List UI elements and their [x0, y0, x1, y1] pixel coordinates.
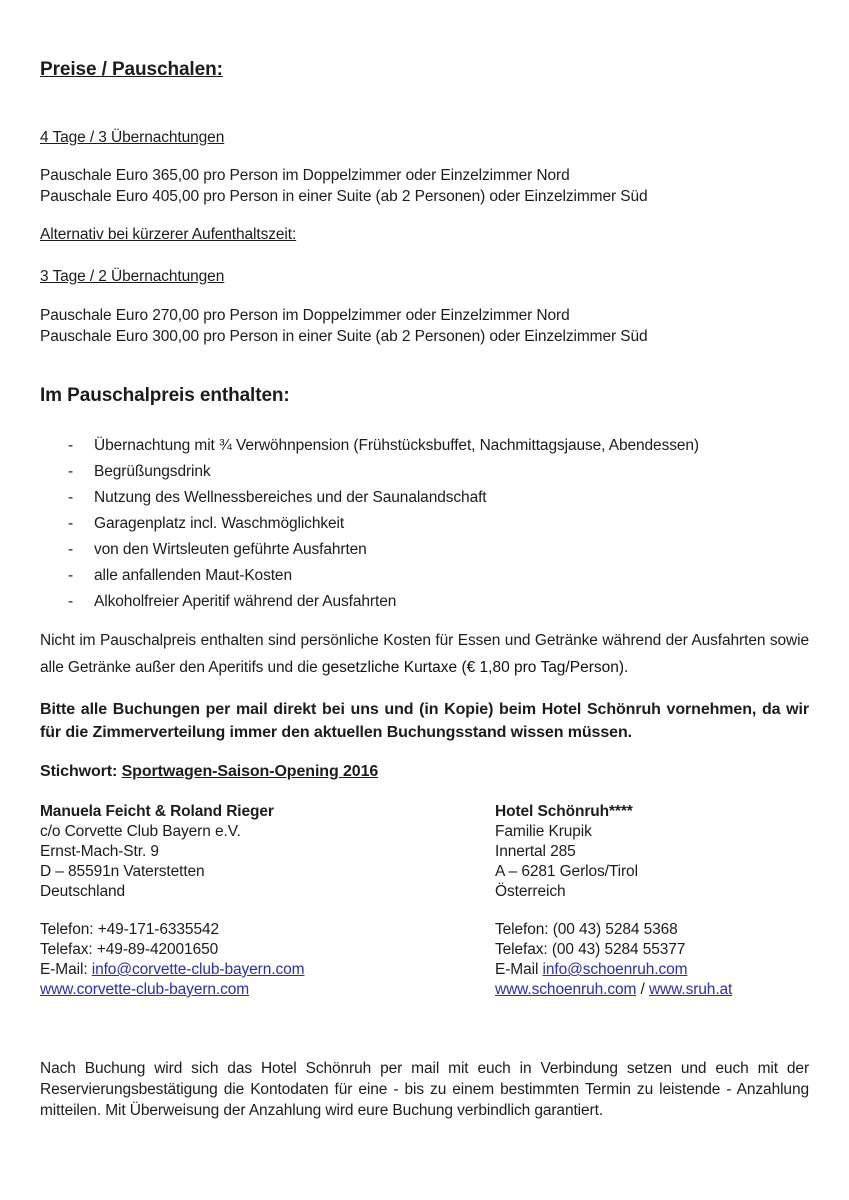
- not-included-text: Nicht im Pauschalpreis enthalten sind persönliche Kosten für Essen und Getränke während der Ausfahrten sowie alle Getränke außer den Aperitifs und die: [40, 632, 809, 676]
- kurtaxe-text: gesetzliche Kurtaxe (€ 1,80 pro Tag/Person).: [321, 659, 629, 676]
- organizer-phone-group: [40, 920, 495, 1000]
- email-label: E-Mail: [495, 961, 543, 978]
- page-title: Preise / Pauschalen:: [40, 59, 223, 80]
- option2-heading: 3 Tage / 2 Übernachtungen: [40, 268, 225, 285]
- included-item-wellness: Nutzung des Wellnessbereiches und der Saunalandschaft: [94, 489, 487, 506]
- hotel-email-link[interactable]: info@schoenruh.com: [542, 961, 688, 978]
- hotel-name: Hotel Schönruh****: [495, 803, 633, 820]
- keyword-label: Stichwort:: [40, 763, 122, 780]
- included-item-begruessungsdrink: Begrüßungsdrink: [94, 463, 211, 480]
- list-item: [68, 565, 809, 586]
- contact-hotel: [495, 802, 809, 1000]
- bullet-dash: -: [68, 593, 74, 610]
- list-item: [68, 513, 809, 534]
- included-item-ausfahrten: von den Wirtsleuten geführte Ausfahrten: [94, 541, 367, 558]
- list-item: [68, 539, 809, 560]
- hotel-address-line: Innertal 285: [495, 843, 576, 860]
- not-included-paragraph: [40, 627, 809, 681]
- included-item-aperitif: Alkoholfreier Aperitif während der Ausfahrten: [94, 593, 397, 610]
- list-item: [68, 461, 809, 482]
- email-label: E-Mail:: [40, 961, 92, 978]
- option2-line-suite: Pauschale Euro 300,00 pro Person in einer Suite (ab 2 Personen) oder Einzelzimmer Süd: [40, 328, 648, 345]
- keyword-line: [40, 761, 809, 782]
- organizer-fax: Telefax: +49-89-42001650: [40, 941, 219, 958]
- organizer-name: Manuela Feicht & Roland Rieger: [40, 803, 274, 820]
- list-item: [68, 487, 809, 508]
- hotel-address-line: A – 6281 Gerlos/Tirol: [495, 863, 638, 880]
- list-item: [68, 435, 809, 456]
- organizer-website-line: [40, 980, 495, 1000]
- organizer-address-line: c/o Corvette Club Bayern e.V.: [40, 823, 241, 840]
- hotel-website-line: [495, 980, 809, 1000]
- organizer-email-link[interactable]: info@corvette-club-bayern.com: [91, 961, 305, 978]
- option1-line-doppelzimmer: Pauschale Euro 365,00 pro Person im Doppelzimmer oder Einzelzimmer Nord: [40, 167, 570, 184]
- contact-organizer: [40, 802, 495, 1000]
- contact-block: [40, 802, 809, 1000]
- bullet-dash: -: [68, 489, 74, 506]
- option1-lines: [40, 165, 809, 207]
- organizer-address-line: D – 85591n Vaterstetten: [40, 863, 205, 880]
- included-list: [68, 435, 809, 612]
- option1-line-suite: Pauschale Euro 405,00 pro Person in einer Suite (ab 2 Personen) oder Einzelzimmer Süd: [40, 188, 648, 205]
- organizer-email-line: [40, 960, 495, 980]
- keyword-value: Sportwagen-Saison-Opening 2016: [121, 763, 379, 780]
- website-separator: /: [636, 981, 649, 998]
- option1-heading: 4 Tage / 3 Übernachtungen: [40, 129, 225, 146]
- hotel-website-link-schoenruh[interactable]: www.schoenruh.com: [495, 981, 637, 998]
- alternative-heading: Alternativ bei kürzerer Aufenthaltszeit:: [40, 226, 297, 243]
- hotel-fax: Telefax: (00 43) 5284 55377: [495, 941, 686, 958]
- organizer-address-line: Deutschland: [40, 883, 126, 900]
- included-section-title: Im Pauschalpreis enthalten:: [40, 385, 290, 406]
- organizer-website-link[interactable]: www.corvette-club-bayern.com: [40, 981, 250, 998]
- included-item-garagenplatz: Garagenplatz incl. Waschmöglichkeit: [94, 515, 345, 532]
- booking-confirmation-paragraph: Nach Buchung wird sich das Hotel Schönruh per mail mit euch in Verbindung setzen und euch mit der Reservierungsbestätigung die Kontodaten für eine - bis zu einem bestimmten Termin zu leistende - Anzahlung mitteilen. Mit Überweisung der Anzahlung wird eure Buchung verbindlich garantiert.: [40, 1060, 809, 1119]
- included-item-maut: alle anfallenden Maut-Kosten: [94, 567, 292, 584]
- bullet-dash: -: [68, 515, 74, 532]
- organizer-address-line: Ernst-Mach-Str. 9: [40, 843, 159, 860]
- bullet-dash: -: [68, 463, 74, 480]
- hotel-address-line: Österreich: [495, 883, 566, 900]
- hotel-website-link-sruh[interactable]: www.sruh.at: [648, 981, 733, 998]
- bullet-dash: -: [68, 567, 74, 584]
- option2-lines: [40, 305, 809, 347]
- hotel-email-line: [495, 960, 809, 980]
- option2-line-doppelzimmer: Pauschale Euro 270,00 pro Person im Doppelzimmer oder Einzelzimmer Nord: [40, 307, 570, 324]
- included-item-verwoehnpension: Übernachtung mit ¾ Verwöhnpension (Frühstücksbuffet, Nachmittagsjause, Abendessen): [94, 437, 699, 454]
- hotel-phone: Telefon: (00 43) 5284 5368: [495, 921, 678, 938]
- hotel-address-line: Familie Krupik: [495, 823, 592, 840]
- bullet-dash: -: [68, 437, 74, 454]
- hotel-phone-group: [495, 920, 809, 1000]
- organizer-phone: Telefon: +49-171-6335542: [40, 921, 220, 938]
- list-item: [68, 591, 809, 612]
- booking-instruction: Bitte alle Buchungen per mail direkt bei uns und (in Kopie) beim Hotel Schönruh vornehmen, da wir für die Zimmerverteilung immer den aktuellen Buchungsstand wissen müssen.: [40, 701, 809, 741]
- bullet-dash: -: [68, 541, 74, 558]
